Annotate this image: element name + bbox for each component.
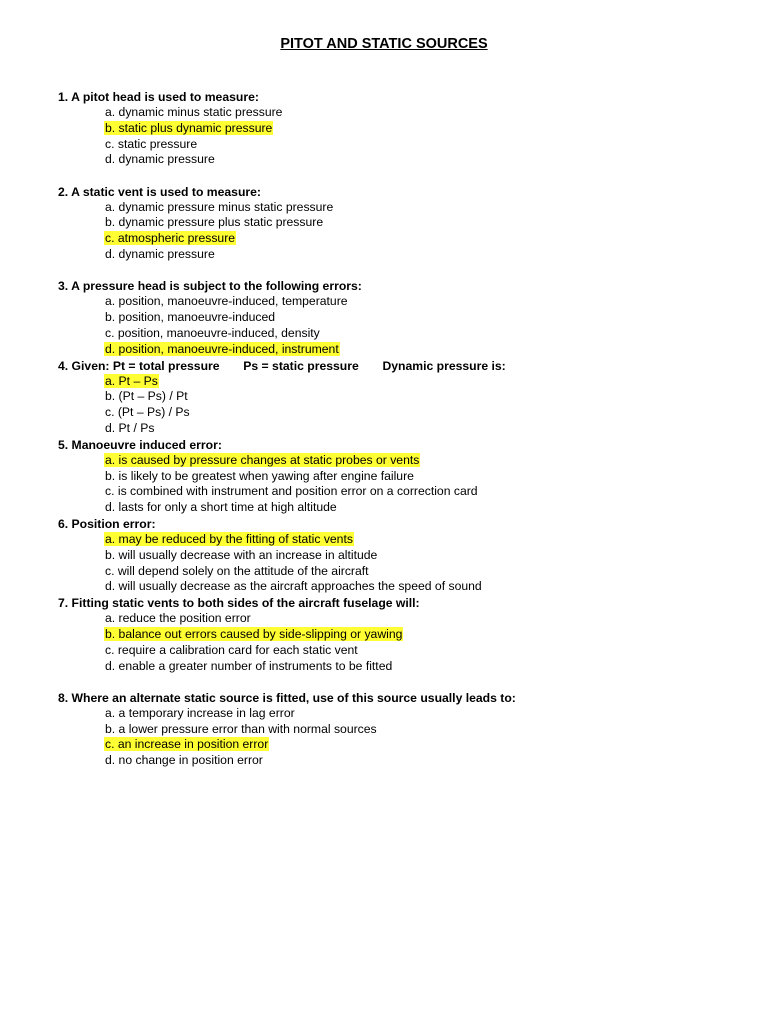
question-text: 5. Manoeuvre induced error: [58, 437, 222, 452]
question-text: 3. A pressure head is subject to the following errors: [58, 279, 362, 294]
option-c: c. require a calibration card for each static vent [105, 642, 358, 657]
question-1 [58, 89, 748, 168]
option-d: d. dynamic pressure [105, 247, 215, 262]
question-3 [58, 278, 748, 357]
option-c: c. static pressure [105, 136, 198, 151]
option-b: b. a lower pressure error than with normal sources [105, 721, 377, 736]
option-b: b. dynamic pressure plus static pressure [105, 215, 324, 230]
question-text: 1. A pitot head is used to measure: [58, 90, 259, 104]
option-a: a. may be reduced by the fitting of static vents [105, 531, 353, 546]
page-title [0, 36, 768, 52]
question-8 [58, 690, 748, 769]
option-d: d. lasts for only a short time at high altitude [105, 500, 337, 515]
option-d: d. position, manoeuvre-induced, instrument [105, 341, 339, 356]
option-c: c. position, manoeuvre-induced, density [105, 325, 320, 340]
option-c: c. (Pt – Ps) / Ps [105, 405, 190, 420]
option-d: d. will usually decrease as the aircraft approaches the speed of sound [105, 579, 482, 594]
question-list [58, 89, 748, 769]
question-text: 6. Position error: [58, 516, 156, 531]
option-a: a. a temporary increase in lag error [105, 705, 295, 720]
page-title-text: PITOT AND STATIC SOURCES [280, 36, 488, 52]
question-text: 4. Given: Pt = total pressure Ps = static pressure Dynamic pressure is: [58, 358, 506, 373]
option-a: a. dynamic pressure minus static pressure [105, 199, 334, 214]
option-d: d. no change in position error [105, 753, 263, 768]
question-5 [58, 437, 748, 516]
option-b: b. static plus dynamic pressure [105, 120, 273, 135]
option-c: c. atmospheric pressure [105, 231, 236, 246]
option-b: b. balance out errors caused by side-slipping or yawing [105, 626, 403, 641]
option-a: a. position, manoeuvre-induced, temperature [105, 294, 348, 309]
option-b: b. will usually decrease with an increase in altitude [105, 547, 378, 562]
question-4 [58, 358, 748, 437]
option-c: c. will depend solely on the attitude of the aircraft [105, 563, 369, 578]
option-a: a. is caused by pressure changes at static probes or vents [105, 452, 420, 467]
option-c: c. is combined with instrument and position error on a correction card [105, 484, 478, 499]
question-6 [58, 516, 748, 595]
option-c: c. an increase in position error [105, 737, 269, 752]
option-d: d. enable a greater number of instruments to be fitted [105, 658, 393, 673]
option-b: b. is likely to be greatest when yawing after engine failure [105, 468, 414, 483]
question-text: 7. Fitting static vents to both sides of the aircraft fuselage will: [58, 596, 420, 611]
option-a: a. dynamic minus static pressure [105, 105, 283, 119]
option-b: b. position, manoeuvre-induced [105, 310, 276, 325]
question-text: 8. Where an alternate static source is fitted, use of this source usually leads to: [58, 690, 516, 705]
option-d: d. Pt / Ps [105, 420, 155, 435]
option-b: b. (Pt – Ps) / Pt [105, 389, 188, 404]
question-7 [58, 595, 748, 674]
option-d: d. dynamic pressure [105, 152, 215, 167]
option-a: a. Pt – Ps [105, 373, 158, 388]
question-2 [58, 184, 748, 263]
question-text: 2. A static vent is used to measure: [58, 184, 261, 199]
option-a: a. reduce the position error [105, 611, 251, 626]
